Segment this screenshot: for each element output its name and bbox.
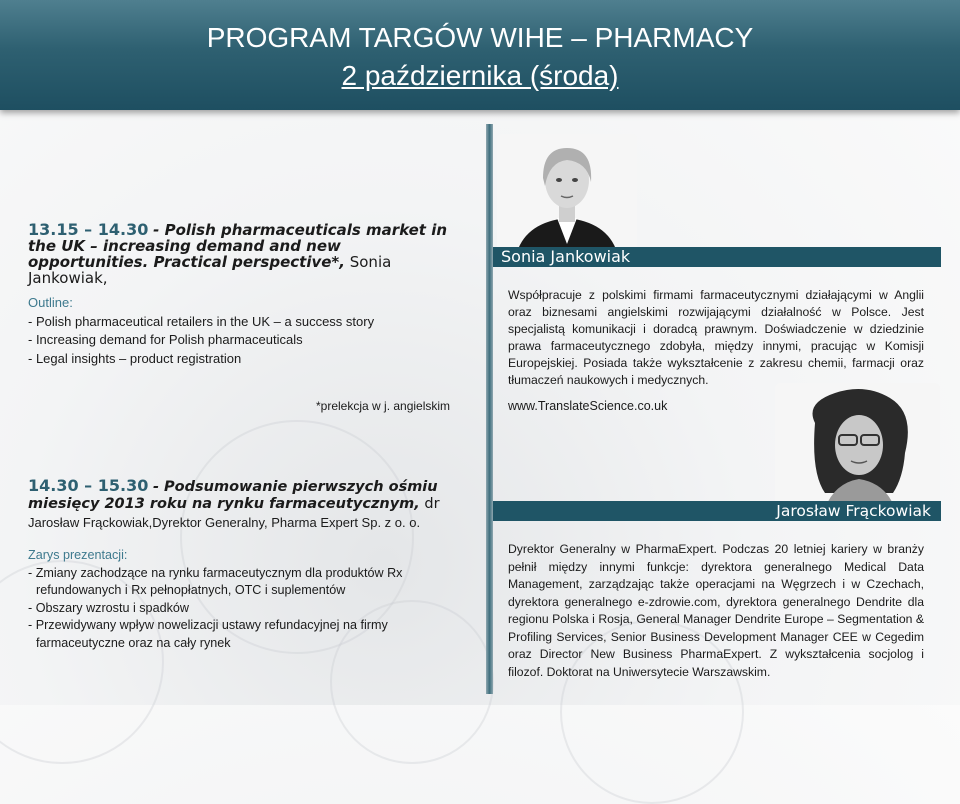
- session1-speaker: Sonia Jankowiak,: [28, 253, 392, 287]
- session2-time: 14.30 – 15.30: [28, 476, 149, 495]
- speaker1-name: Sonia Jankowiak: [493, 247, 941, 267]
- session1-time: 13.15 – 14.30: [28, 220, 149, 239]
- speaker2-name: Jarosław Frąckowiak: [493, 501, 941, 521]
- session1-outline-heading: Outline:: [28, 295, 73, 310]
- session2-outline-heading: Zarys prezentacji:: [28, 548, 128, 562]
- list-item: - Polish pharmaceutical retailers in the UK – a success story: [28, 313, 375, 329]
- session2-title: - Podsumowanie pierwszych ośmiu miesięcy 2013 roku na rynku farmaceutycznym,: [28, 479, 438, 512]
- session2-title-tail: dr: [419, 496, 440, 512]
- list-item: - Increasing demand for Polish pharmaceuticals: [28, 332, 303, 347]
- session1-outline: [28, 294, 448, 368]
- session2-speaker: Jarosław Frąckowiak,Dyrektor Generalny, Pharma Expert Sp. z o. o.: [28, 515, 421, 530]
- speaker1-website[interactable]: www.TranslateScience.co.uk: [508, 399, 668, 413]
- column-divider: [486, 124, 493, 694]
- list-item: refundowanych i Rx pełnopłatnych, OTC i suplementów: [36, 583, 346, 597]
- page-date: 2 października (środa): [341, 60, 619, 91]
- session1-heading: [28, 222, 448, 286]
- list-item: - Przewidywany wpływ nowelizacji ustawy refundacyjnej na firmy: [28, 618, 388, 632]
- speaker2-photo: [775, 383, 940, 508]
- session1-title: - Polish pharmaceuticals market in the UK – increasing demand and new opportunities. Practical perspective*,: [28, 221, 448, 271]
- speaker2-bio: Dyrektor Generalny w PharmaExpert. Podczas 20 letniej kariery w branży pełnił między innymi funkcje: dyrektora generalnego Medical Data Management, zarządzając także operacjami na Węgrzech i w Czechach, dyrektora generalnego e-zdrowie.com, dyrektora generalnego Dendrite dla regionu Polska i Rosja, General Manager Dendrite Europe – Segmentation & Profiling Services, Senior Business Development Manager CEE w Cegedim oraz Director New Business PharmaExpert. Z wykształcenia socjolog i filozof. Doktorat na Uniwersytecie Warszawskim.: [508, 542, 924, 679]
- speaker1-photo: [497, 134, 637, 252]
- list-item: farmaceutyczne oraz na cały rynek: [36, 635, 231, 650]
- session2-outline: [28, 547, 448, 652]
- header-banner: [0, 0, 960, 110]
- list-item: - Zmiany zachodzące na rynku farmaceutycznym dla produktów Rx: [28, 565, 403, 580]
- page-title: PROGRAM TARGÓW WIHE – PHARMACY: [206, 22, 754, 53]
- language-note: *prelekcja w j. angielskim: [316, 399, 451, 413]
- list-item: - Legal insights – product registration: [28, 350, 242, 366]
- session2-heading: [28, 477, 448, 513]
- speaker1-bio: Współpracuje z polskimi firmami farmaceutycznymi działającymi w Anglii oraz biznesami angielskimi rozwijającymi działalność w Polsce. Jest specjalistą komunikacji i doradcą prawnym. Doświadczenie w dziedzinie prawa farmaceutycznego zdobyła, między innymi, pracując w Komisji Europejskiej. Posiada także wykształcenie z zakresu chemii, farmacji oraz tłumaczeń naukowych i medycznych.: [508, 288, 924, 387]
- list-item: - Obszary wzrostu i spadków: [28, 600, 189, 615]
